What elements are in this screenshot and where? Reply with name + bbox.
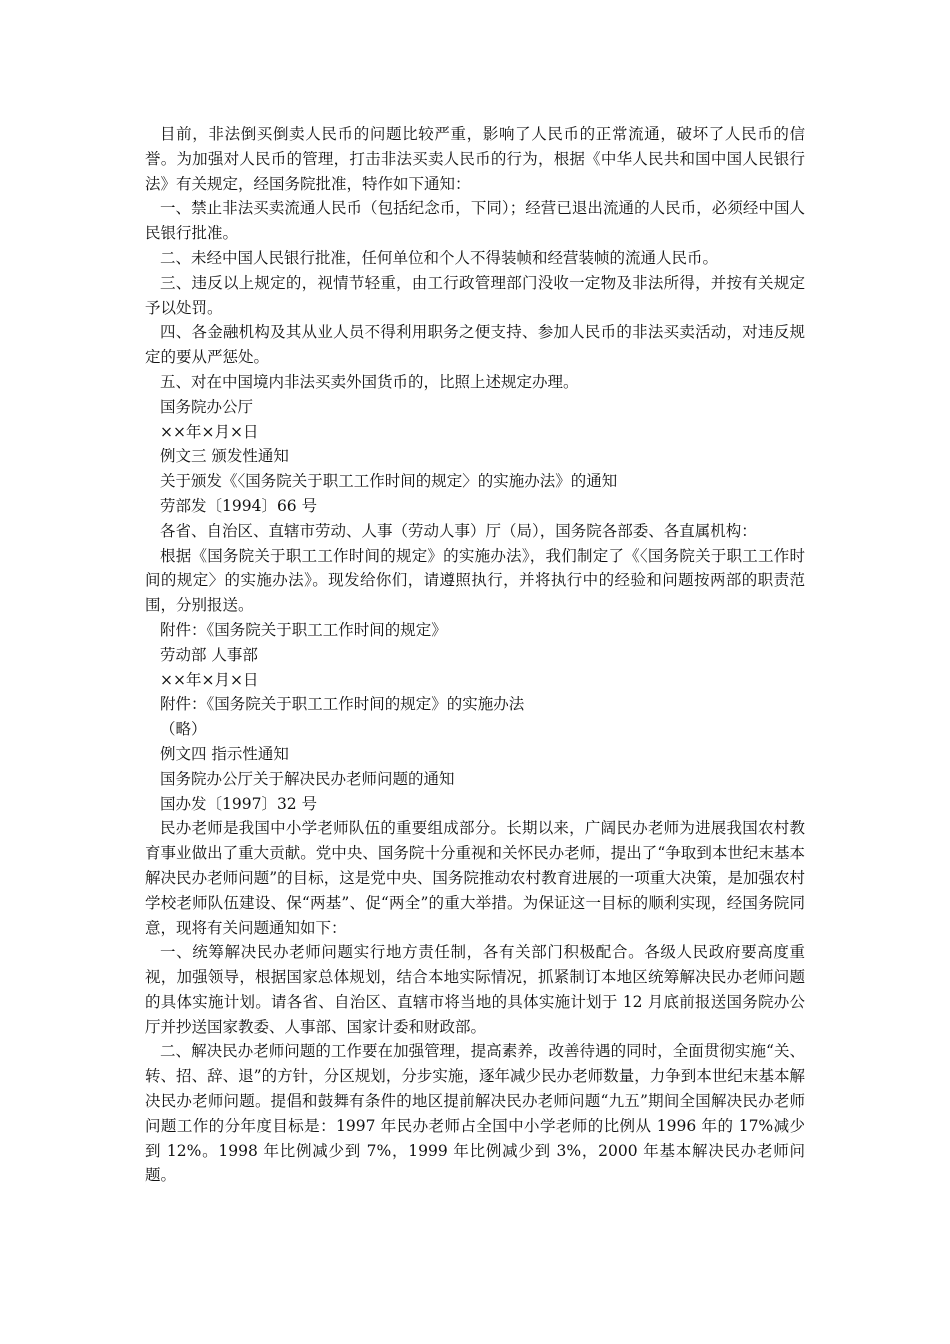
omitted-note: （略） (160, 720, 207, 739)
attachment-line: 附件：《国务院关于职工工作时间的规定》 (160, 620, 447, 639)
example-heading: 例文三 颁发性通知 (160, 447, 289, 466)
signature-date: ××年×月×日 (160, 422, 259, 441)
document-number: 国办发〔1997〕32 号 (160, 794, 318, 813)
paragraph-item-2: 二、解决民办老师问题的工作要在加强管理，提高素养，改善待遇的同时，全面贯彻实施“关、转、招、辞、退”的方针，分区规划，分步实施，逐年减少民办老师数量，力争到本世纪末基本解决民办老师问题。提倡和鼓舞有条件的地区提前解决民办老师问题“九五”期间全国解决民办老师问题工作的分年度目标是：1997 年民办老师占全国中小学老师的比例从 1996 年的 17%减少到 12%。1998 年比例减少到 7%，1999 年比例减少到 3%，2000 年基本解决民办老师问题。 (145, 1042, 805, 1185)
attachment-line: 附件：《国务院关于职工工作时间的规定》的实施办法 (160, 695, 525, 714)
addressee-line: 各省、自治区、直辖市劳动、人事（劳动人事）厅（局），国务院各部委、各直属机构： (160, 521, 757, 540)
signature-issuer: 劳动部 人事部 (160, 645, 258, 664)
paragraph-body: 根据《国务院关于职工工作时间的规定》的实施办法》，我们制定了《〈国务院关于职工工作时间的规定〉的实施办法》。现发给你们，请遵照执行，并将执行中的经验和问题按两部的职责范围，分别报送。 (145, 546, 805, 615)
signature-issuer: 国务院办公厅 (160, 397, 254, 416)
paragraph-item-4: 四、各金融机构及其从业人员不得利用职务之便支持、参加人民币的非法买卖活动，对违反规定的要从严惩处。 (145, 323, 805, 367)
example-heading: 例文四 指示性通知 (160, 744, 289, 763)
notice-title: 国务院办公厅关于解决民办老师问题的通知 (160, 769, 455, 788)
paragraph-item-2: 二、未经中国人民银行批准，任何单位和个人不得装帧和经营装帧的流通人民币。 (160, 248, 719, 267)
paragraph-body: 民办老师是我国中小学老师队伍的重要组成部分。长期以来，广阔民办老师为进展我国农村教育事业做出了重大贡献。党中央、国务院十分重视和关怀民办老师，提出了“争取到本世纪末基本解决民办老师问题”的目标，这是党中央、国务院推动农村教育进展的一项重大决策，是加强农村学校老师队伍建设、保“两基”、促“两全”的重大举措。为保证这一目标的顺利实现，经国务院同意，现将有关问题通知如下： (145, 819, 805, 937)
paragraph-item-1: 一、统筹解决民办老师问题实行地方责任制，各有关部门积极配合。各级人民政府要高度重视，加强领导，根据国家总体规划，结合本地实际情况，抓紧制订本地区统筹解决民办老师问题的具体实施计划。请各省、自治区、直辖市将当地的具体实施计划于 12 月底前报送国务院办公厅并抄送国家教委、人事部、国家计委和财政部。 (145, 943, 805, 1036)
paragraph-item-5: 五、对在中国境内非法买卖外国货币的，比照上述规定办理。 (160, 372, 579, 391)
paragraph-item-3: 三、违反以上规定的，视情节轻重，由工行政管理部门没收一定物及非法所得，并按有关规定予以处罚。 (145, 273, 805, 317)
paragraph-intro: 目前，非法倒买倒卖人民币的问题比较严重，影响了人民币的正常流通，破坏了人民币的信誉。为加强对人民币的管理，打击非法买卖人民币的行为，根据《中华人民共和国中国人民银行法》有关规定，经国务院批准，特作如下通知： (145, 125, 805, 193)
document-body (145, 122, 805, 1188)
signature-date: ××年×月×日 (160, 670, 259, 689)
paragraph-item-1: 一、禁止非法买卖流通人民币（包括纪念币，下同）；经营已退出流通的人民币，必须经中国人民银行批准。 (145, 199, 805, 243)
document-number: 劳部发〔1994〕66 号 (160, 496, 318, 515)
notice-title: 关于颁发《〈国务院关于职工工作时间的规定〉的实施办法》的通知 (160, 472, 618, 491)
